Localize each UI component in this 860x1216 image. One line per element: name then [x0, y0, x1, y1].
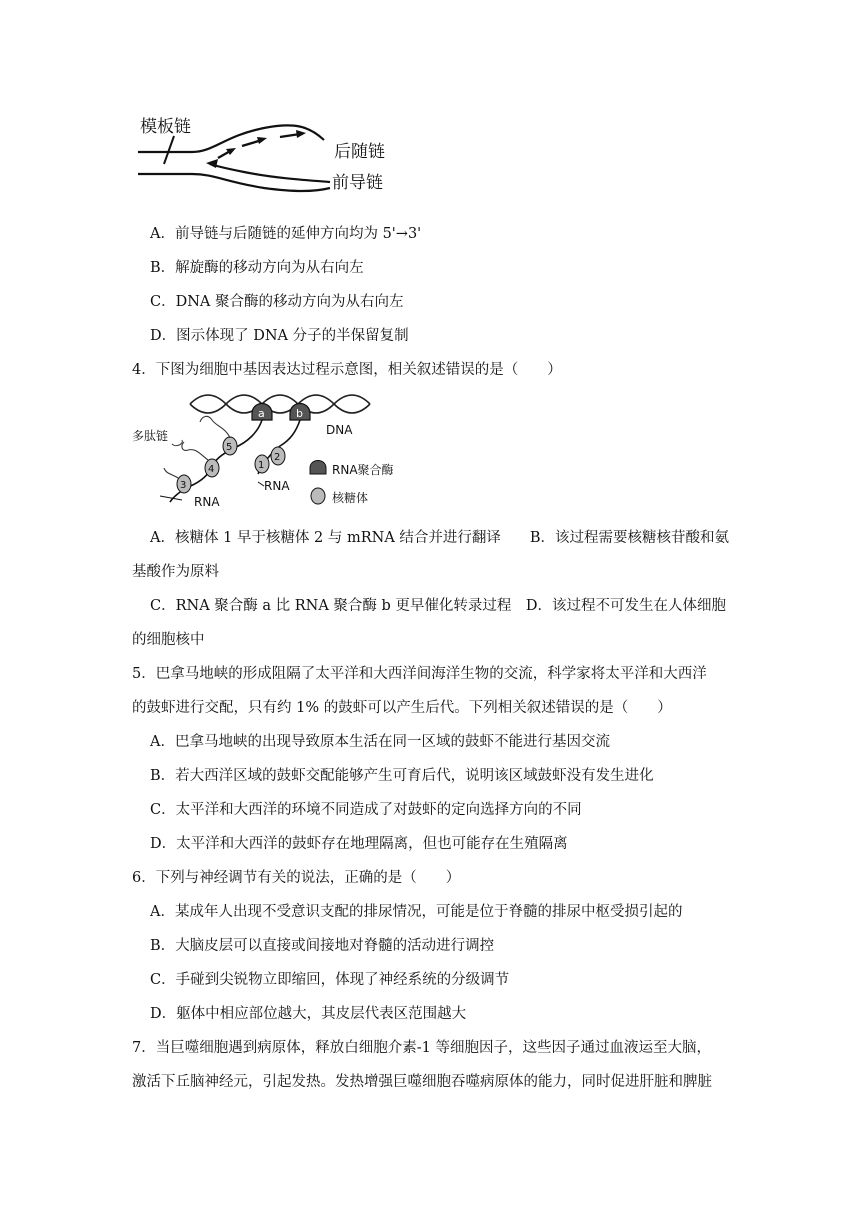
enzyme-b-label: b	[296, 407, 303, 420]
q5-option-d: D．太平洋和大西洋的鼓虾存在地理隔离，但也可能存在生殖隔离	[150, 836, 568, 852]
q3-option-b: B．解旋酶的移动方向为从右向左	[150, 260, 364, 276]
q6-option-b: B．大脑皮层可以直接或间接地对脊髓的活动进行调控	[150, 938, 495, 954]
label-leading-strand: 前导链	[332, 173, 383, 193]
q3-option-d: D．图示体现了 DNA 分子的半保留复制	[150, 328, 409, 344]
okazaki-arrow-2	[257, 137, 267, 144]
q5-option-c: C．太平洋和大西洋的环境不同造成了对鼓虾的定向选择方向的不同	[150, 802, 582, 818]
replication-fork-diagram	[134, 112, 424, 198]
template-pointer	[164, 136, 174, 164]
template-strand-lower	[138, 174, 330, 191]
gene-expression-diagram	[130, 392, 430, 512]
legend-polymerase-icon	[310, 461, 326, 475]
label-rna-1: RNA	[194, 495, 220, 509]
gene-expression-figure	[130, 392, 430, 512]
q4-stem: 4．下图为细胞中基因表达过程示意图，相关叙述错误的是（ ）	[132, 362, 562, 378]
q4-option-line-1: A．核糖体 1 早于核糖体 2 与 mRNA 结合并进行翻译 B．该过程需要核糖核苷酸和氨	[150, 530, 730, 546]
q6-option-c: C．手碰到尖锐物立即缩回，体现了神经系统的分级调节	[150, 972, 510, 988]
legend-ribosome-label: 核糖体	[332, 491, 369, 505]
replication-fork-figure	[134, 112, 424, 198]
q6-stem: 6．下列与神经调节有关的说法，正确的是（ ）	[132, 870, 461, 886]
q3-option-a: A．前导链与后随链的延伸方向均为 5'→3'	[150, 226, 422, 242]
label-template-strand: 模板链	[140, 117, 191, 137]
q6-option-d: D．躯体中相应部位越大，其皮层代表区范围越大	[150, 1006, 467, 1022]
q5-option-b: B．若大西洋区域的鼓虾交配能够产生可育后代，说明该区域鼓虾没有发生进化	[150, 768, 654, 784]
ribosome-2-label: 2	[274, 452, 281, 463]
enzyme-a-label: a	[258, 407, 265, 420]
q4-option-line-4: 的细胞核中	[132, 632, 205, 648]
polypeptide-1	[200, 416, 230, 438]
q4-option-line-2: 基酸作为原料	[132, 564, 219, 580]
polypeptide-pointer	[172, 440, 182, 446]
q5-option-a: A．巴拿马地峡的出现导致原本生活在同一区域的鼓虾不能进行基因交流	[150, 734, 610, 750]
q3-option-c: C．DNA 聚合酶的移动方向为从右向左	[150, 294, 404, 310]
q7-stem-line-1: 7．当巨噬细胞遇到病原体，释放白细胞介素-1 等细胞因子，这些因子通过血液运至大脑，	[132, 1040, 711, 1056]
leading-arrowhead	[206, 159, 218, 168]
label-rna-2: RNA	[264, 479, 290, 493]
ribosome-3-label: 3	[180, 480, 187, 491]
q7-stem-line-2: 激活下丘脑神经元，引起发热。发热增强巨噬细胞吞噬病原体的能力，同时促进肝脏和脾脏	[132, 1074, 712, 1090]
label-lagging-strand: 后随链	[334, 142, 385, 162]
ribosome-4-label: 4	[208, 464, 215, 475]
legend-ribosome-icon	[311, 488, 325, 504]
q5-stem-line-2: 的鼓虾进行交配，只有约 1% 的鼓虾可以产生后代。下列相关叙述错误的是（ ）	[132, 700, 672, 716]
q5-stem-line-1: 5．巴拿马地峡的形成阻隔了太平洋和大西洋间海洋生物的交流，科学家将太平洋和大西洋	[132, 666, 707, 682]
label-polypeptide: 多肽链	[132, 429, 169, 443]
polypeptide-3	[164, 468, 178, 478]
legend-polymerase-label: RNA聚合酶	[332, 463, 394, 477]
polypeptide-2	[182, 442, 208, 460]
label-dna: DNA	[326, 423, 353, 437]
okazaki-arrow-3	[296, 130, 306, 138]
ribosome-1-label: 1	[258, 460, 265, 471]
ribosome-5-label: 5	[226, 442, 233, 453]
q6-option-a: A．某成年人出现不受意识支配的排尿情况，可能是位于脊髓的排尿中枢受损引起的	[150, 904, 683, 920]
q4-option-line-3: C．RNA 聚合酶 a 比 RNA 聚合酶 b 更早催化转录过程 D．该过程不可发生在人体细胞	[150, 598, 727, 614]
